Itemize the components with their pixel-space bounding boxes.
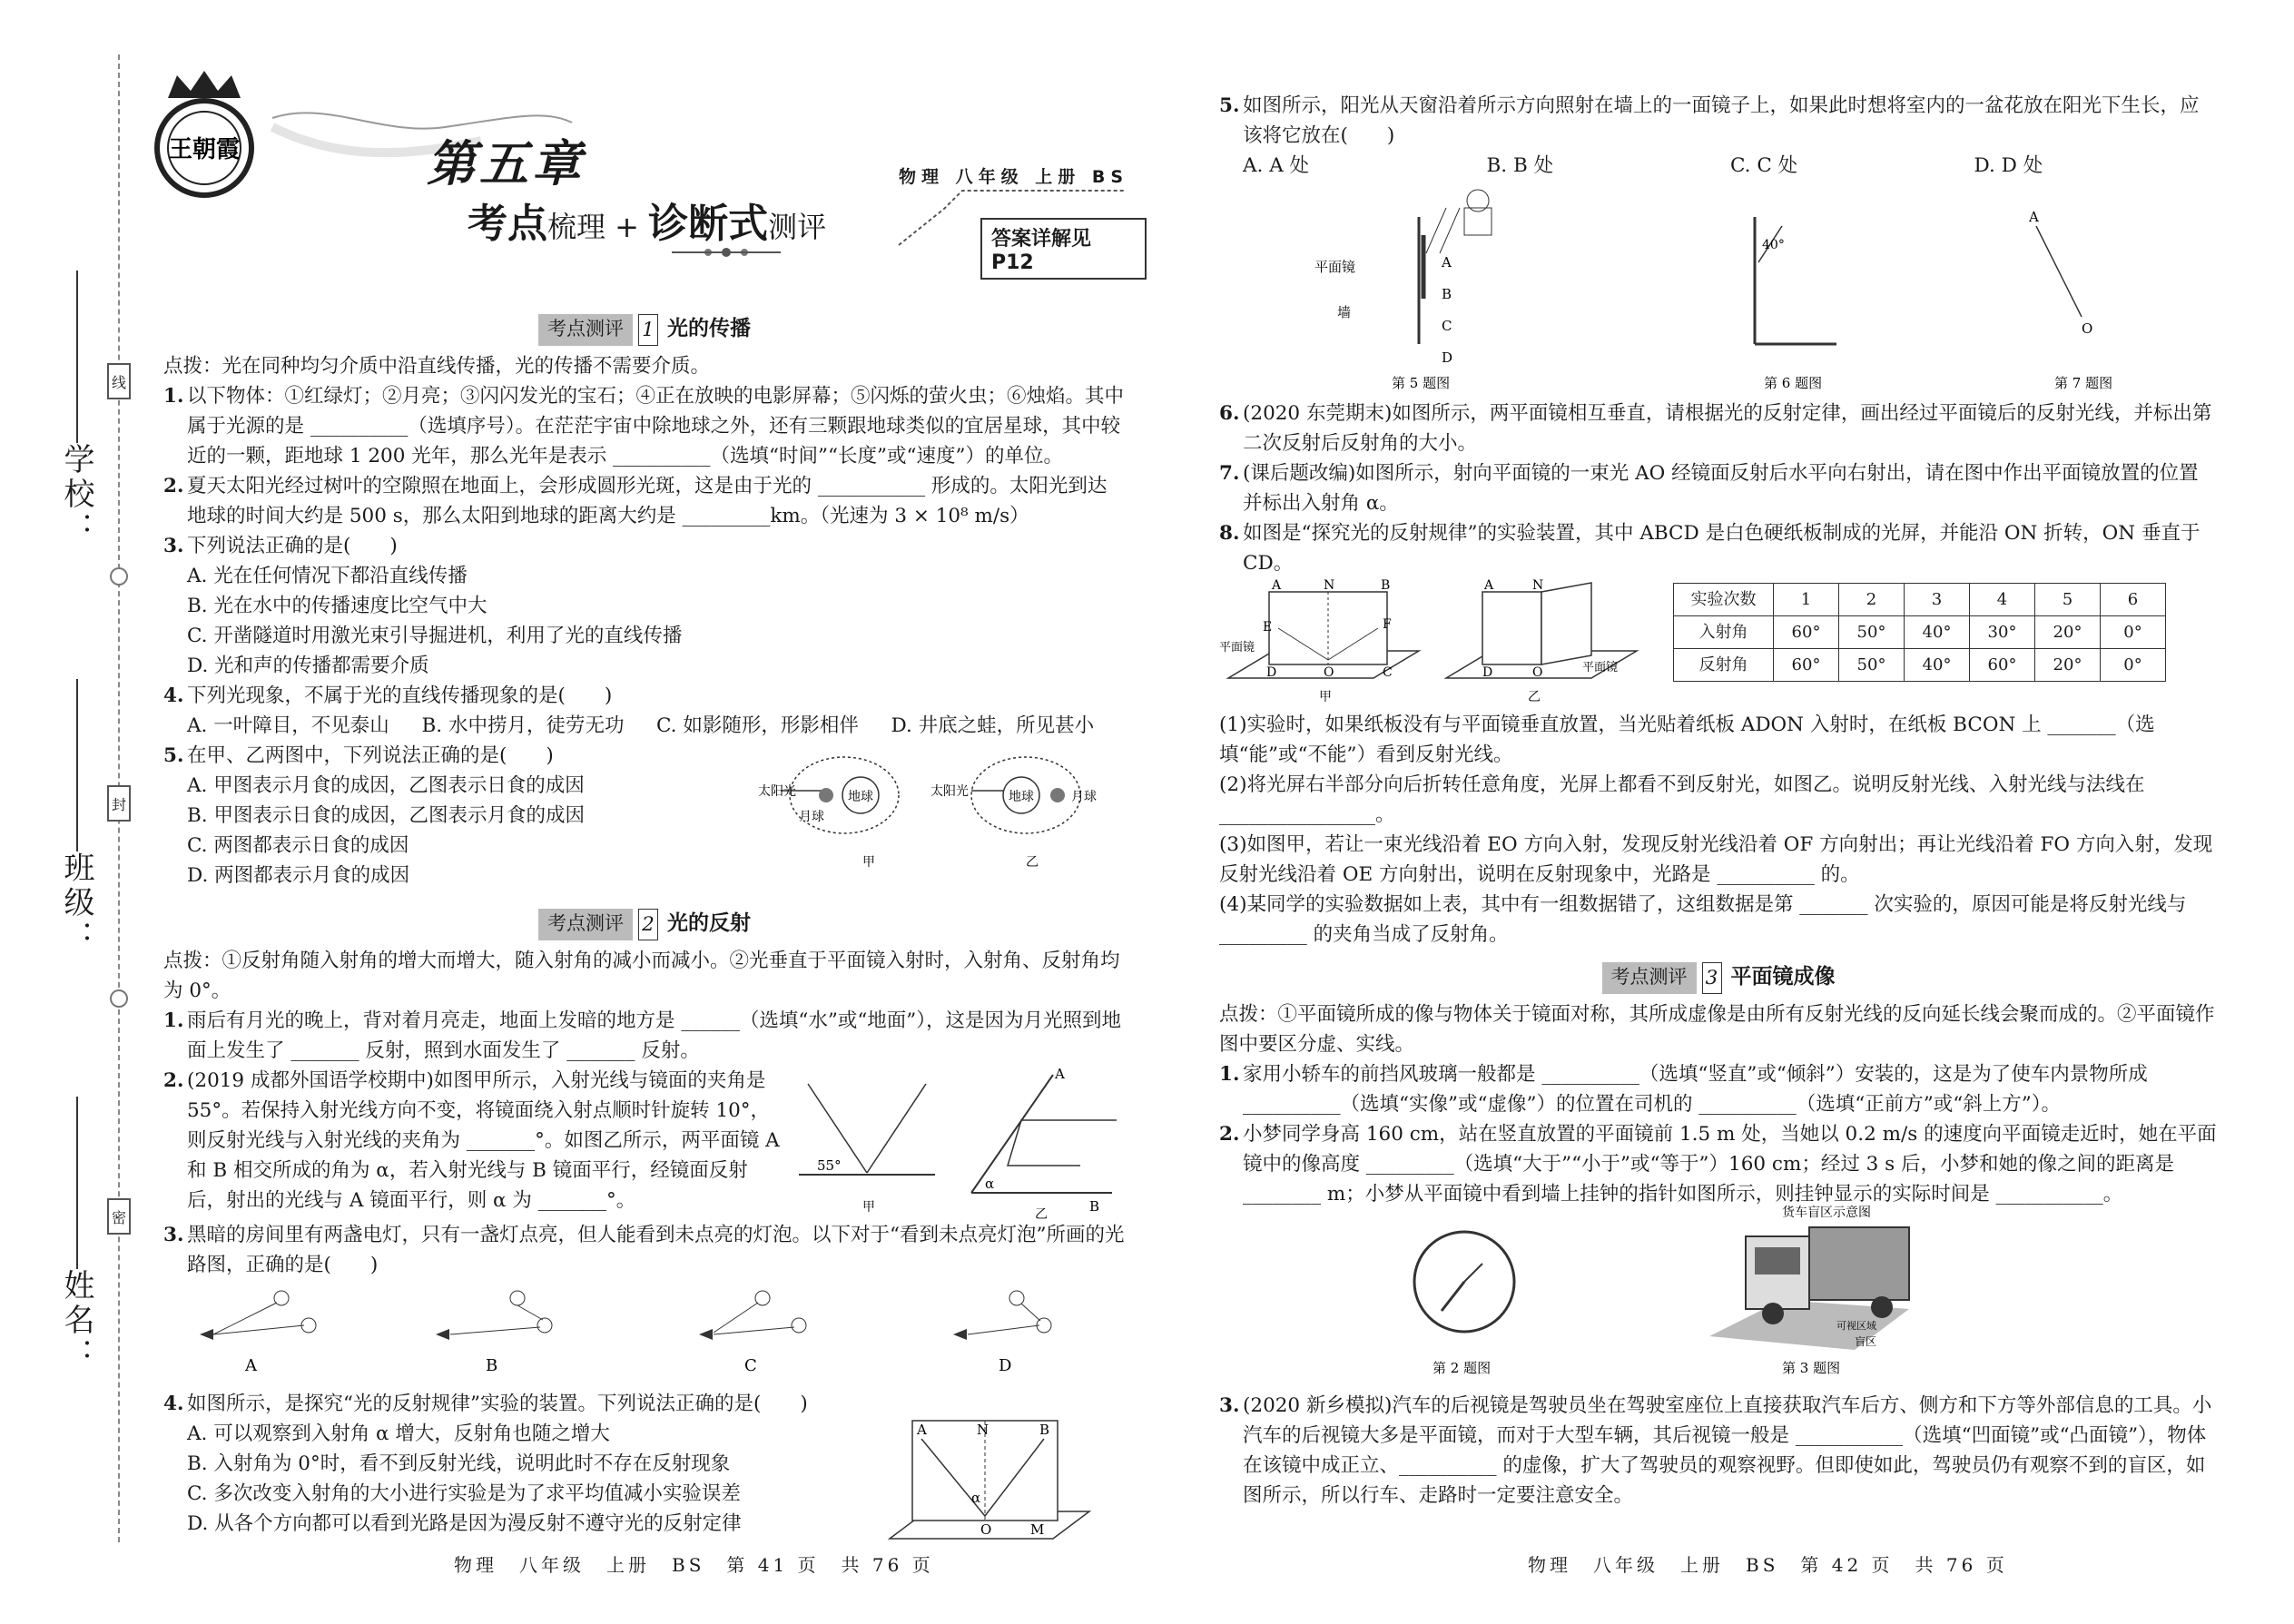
point-label: B — [1039, 1422, 1050, 1438]
brand-logo — [150, 71, 259, 198]
option[interactable]: A. A 处 — [1243, 154, 1310, 177]
clock-figure — [1414, 1232, 1514, 1376]
mirror-b-label: B — [1089, 1198, 1100, 1215]
q5-block — [163, 741, 1126, 891]
point-label: A — [2029, 209, 2039, 225]
option[interactable]: B. 水中捞月，徒劳无功 — [421, 714, 625, 737]
choice-label: A — [245, 1356, 257, 1375]
option[interactable]: B. 甲图表示日食的成因，乙图表示月食的成因 — [187, 804, 585, 827]
choice-label: D — [999, 1356, 1012, 1375]
section-header: 考点测评 2 光的反射 — [163, 909, 1126, 940]
angle-label: 40° — [1762, 238, 1785, 252]
svg-text:E: E — [1263, 620, 1273, 635]
question: 6. (2020 东莞期末)如图所示，两平面镜相互垂直，请根据光的反射定律，画出经过平面镜后的反射光线，并标出第二次反射后反射角的大小。 — [1219, 402, 2212, 455]
fig6 — [1755, 217, 1836, 391]
binding-margin — [0, 0, 154, 1624]
angle-label: 55° — [817, 1157, 842, 1174]
choice-c[interactable] — [699, 1291, 806, 1375]
point-label: O — [980, 1521, 992, 1538]
svg-text:甲: 甲 — [1319, 690, 1332, 704]
question: 2. 夏天太阳光经过树叶的空隙照在地面上，会形成圆形光斑，这是由于光的 ___________ 形成的。太阳光到达地球的时间大约是 500 s，那么太阳到地球的距离大约是 _________km。（光速为 3 × 10⁸ m/s） — [163, 475, 1108, 527]
figure-caption: 第 7 题图 — [2054, 375, 2113, 391]
svg-text:C: C — [1383, 665, 1393, 680]
svg-text:O: O — [1532, 665, 1543, 680]
alpha-label: α — [971, 1490, 981, 1506]
svg-text:N: N — [1532, 578, 1544, 593]
truck-figure — [1709, 1205, 1909, 1376]
data-table — [1673, 583, 2166, 682]
option[interactable]: A. 可以观察到入射角 α 增大，反射角也随之增大 — [187, 1422, 610, 1445]
q8-part: (2)将光屏右半部分向后折转任意角度，光屏上都看不到反射光，如图乙。说明反射光线、入射光线与法线在 ________________。 — [1219, 773, 2145, 826]
table-row: 反射角 60° 50° 40° 60° 20° 0° — [1674, 649, 2166, 682]
figure-caption: 第 3 题图 — [1782, 1360, 1841, 1376]
figure-caption: 第 2 题图 — [1433, 1360, 1492, 1376]
table-row: 入射角 60° 50° 40° 30° 20° 0° — [1674, 616, 2166, 649]
choice-a[interactable] — [200, 1291, 316, 1375]
school-field[interactable]: 学校： — [54, 263, 99, 546]
point-label: A — [917, 1422, 927, 1438]
question: 5. 如图所示，阳光从天窗沿着所示方向照射在墙上的一面镜子上，如果此时想将室内的一盆花放在阳光下生长，应该将它放在( ) — [1219, 94, 2200, 147]
table-row: 实验次数 1 2 3 4 5 6 — [1674, 584, 2166, 616]
knot-icon — [110, 989, 128, 1008]
earth-label: 地球 — [848, 790, 873, 804]
svg-text:乙: 乙 — [1528, 690, 1541, 704]
figure-caption: 第 6 题图 — [1764, 375, 1823, 391]
chapter-title: 第五章 — [427, 135, 585, 192]
option[interactable]: A. 光在任何情况下都沿直线传播 — [187, 565, 468, 587]
mirror-label: 平面镜 — [1314, 259, 1356, 275]
svg-text:F: F — [1383, 617, 1392, 632]
option[interactable]: A. 甲图表示月食的成因，乙图表示日食的成因 — [187, 774, 585, 797]
option[interactable]: A. 一叶障目，不见泰山 — [187, 714, 389, 737]
eclipse-figure — [758, 759, 1126, 872]
seal-mark: 封 — [107, 785, 131, 822]
svg-text:N: N — [1324, 578, 1335, 593]
section-tip: 点拨：①反射角随入射角的增大而增大，随入射角的减小而减小。②光垂直于平面镜入射时，入射角、反射角均为 0°。 — [163, 950, 1120, 1002]
section-tip: 点拨：光在同种均匀介质中沿直线传播，光的传播不需要介质。 — [163, 355, 711, 378]
option[interactable]: C. C 处 — [1730, 154, 1798, 177]
option[interactable]: D. 井底之蛙，所见甚小 — [891, 714, 1095, 737]
sun-label: 太阳光 — [930, 784, 969, 799]
point-label: C — [1442, 318, 1452, 334]
question: 8. 如图是“探究光的反射规律”的实验装置，其中 ABCD 是白色硬纸板制成的光屏，并能沿 ON 折转，ON 垂直于 CD。 — [1219, 522, 2200, 575]
figure-caption: 第 5 题图 — [1392, 375, 1451, 391]
option-row — [163, 711, 1126, 741]
option[interactable]: B. 入射角为 0°时，看不到反射光线，说明此时不存在反射现象 — [187, 1452, 731, 1475]
sun-label: 太阳光 — [758, 784, 796, 799]
svg-text:平面镜: 平面镜 — [1219, 641, 1255, 655]
question: 4. 下列光现象，不属于光的直线传播现象的是( ) — [163, 684, 613, 707]
choice-b[interactable] — [436, 1291, 552, 1375]
question: 1. 雨后有月光的晚上，背对着月亮走，地面上发暗的地方是 ______（选填“水”或“地面”），这是因为月光照到地面上发生了 _______ 反射，照到水面发生了 _______ 反射。 — [163, 1009, 1122, 1062]
wall-label: 墙 — [1337, 304, 1352, 320]
section-header: 考点测评 3 平面镜成像 — [1219, 962, 2218, 994]
figure-caption: 甲 — [862, 855, 875, 870]
s2q2-block — [163, 1066, 1126, 1220]
zone-label: 盲区 — [1855, 1335, 1877, 1348]
class-field[interactable]: 班级： — [54, 672, 99, 955]
lamp-choices-figure — [163, 1280, 1126, 1380]
figure-caption: 乙 — [1026, 855, 1039, 870]
section-tip: 点拨：①平面镜所成的像与物体关于镜面对称，其所成虚像是由所有反射光线的反向延长线会聚而成的。②平面镜作图中要区分虚、实线。 — [1219, 1003, 2215, 1056]
q8-part: (3)如图甲，若让一束光线沿着 EO 方向入射，发现反射光线沿着 OF 方向射出；再让光线沿着 FO 方向入射，发现反射光线沿着 OE 方向射出，说明在反射现象中，光路是 __________ 的。 — [1219, 833, 2213, 886]
fig5 — [1314, 190, 1492, 391]
right-page — [1147, 0, 2294, 1624]
option[interactable]: C. 如影随形，形影相伴 — [656, 714, 859, 737]
point-label: A — [1442, 254, 1452, 271]
moon-label: 月球 — [799, 810, 824, 824]
point-label: O — [2082, 320, 2093, 337]
option[interactable]: C. 开凿隧道时用激光束引导掘进机，利用了光的直线传播 — [187, 625, 683, 647]
option[interactable]: D. 从各个方向都可以看到光路是因为漫反射不遵守光的反射定律 — [187, 1512, 742, 1535]
question: 3. (2020 新乡模拟)汽车的后视镜是驾驶员坐在驾驶室座位上直接获取汽车后方、侧方和下方等外部信息的工具。小汽车的后视镜大多是平面镜，而对于大型车辆，其后视镜一般是 ___________（选填“凹面镜”或“凸面镜”），物体在该镜中成正立、__________ 的虚像，扩大了驾驶员的观察视野。但即使如此，驾驶员仍有观察不到的盲区，如图所示，所以行车、走路时一定要注意安全。 — [1219, 1394, 2212, 1507]
book-meta: 物理 八年级 上册 BS — [899, 167, 1129, 187]
point-label: N — [977, 1422, 989, 1438]
question: 3. 黑暗的房间里有两盏电灯，只有一盏灯点亮，但人能看到未点亮的灯泡。以下对于“看到未点亮灯泡”所画的光路图，正确的是( ) — [163, 1224, 1125, 1276]
svg-text:A: A — [1484, 578, 1494, 593]
zone-label: 可视区域 — [1836, 1320, 1876, 1332]
left-column — [163, 309, 1126, 1543]
earth-label: 地球 — [1009, 790, 1034, 804]
choice-label: B — [486, 1356, 498, 1375]
svg-text:D: D — [1482, 665, 1493, 680]
svg-text:D: D — [1266, 665, 1277, 680]
svg-text:A: A — [1272, 578, 1282, 593]
svg-text:平面镜: 平面镜 — [1582, 661, 1619, 674]
page-footer: 物理 八年级 上册 BS 第 41 页 共 76 页 — [454, 1554, 934, 1576]
logo-text: 王朝霞 — [168, 136, 241, 163]
figure-caption: 甲 — [862, 1200, 875, 1215]
name-field[interactable]: 姓名： — [54, 1089, 99, 1373]
s2q4-block — [163, 1389, 1126, 1543]
option[interactable]: B. B 处 — [1486, 154, 1554, 177]
moon-label: 月球 — [1071, 790, 1097, 804]
seal-mark: 线 — [107, 363, 131, 399]
question: 1. 以下物体：①红绿灯；②月亮；③闪闪发光的宝石；④正在放映的电影屏幕；⑤闪烁的萤火虫；⑥烛焰。其中属于光源的是 __________（选填序号）。在茫茫宇宙中除地球之外，还有三颗跟地球类似的宜居星球，其中较近的一颗，距地球 1 200 光年，那么光年是表示 __________（选填“时间”“长度”或“速度”）的单位。 — [163, 385, 1125, 468]
svg-text:B: B — [1381, 578, 1391, 593]
point-label: M — [1030, 1521, 1045, 1538]
s3-figures — [1219, 1206, 2218, 1382]
q8-figure-row — [1219, 578, 2218, 710]
q8-part: (4)某同学的实验数据如上表，其中有一组数据错了，这组数据是第 _______ 次实验的，原因可能是将反射光线与 _________ 的夹角当成了反射角。 — [1219, 893, 2187, 946]
figure-caption: 乙 — [1035, 1207, 1048, 1222]
point-label: B — [1442, 286, 1452, 302]
option[interactable]: B. 光在水中的传播速度比空气中大 — [187, 595, 487, 617]
page-footer: 物理 八年级 上册 BS 第 42 页 共 76 页 — [1528, 1554, 2008, 1576]
question: 7. (课后题改编)如图所示，射向平面镜的一束光 AO 经镜面反射后水平向右射出，请在图中作出平面镜放置的位置并标出入射角 α。 — [1219, 462, 2199, 515]
seal-mark: 密 — [107, 1198, 131, 1235]
option[interactable]: D. D 处 — [1974, 154, 2043, 177]
reflection-figure — [790, 1066, 1126, 1220]
alpha-label: α — [985, 1176, 995, 1192]
question: 4. 如图所示，是探究“光的反射规律”实验的装置。下列说法正确的是( ) — [163, 1393, 808, 1415]
question: 5. 在甲、乙两图中，下列说法正确的是( ) — [163, 744, 554, 767]
right-column — [1219, 91, 2218, 1511]
point-label: D — [1442, 349, 1453, 366]
question: 2. 小梦同学身高 160 cm，站在竖直放置的平面镜前 1.5 m 处，当她以 0.2 m/s 的速度向平面镜走近时，她在平面镜中的像高度 _________（选填“大于”“小于”或“等于”）160 cm；经过 3 s 后，小梦和她的像之间的距离是 ________ m；小梦从平面镜中看到墙上挂钟的指针如图所示，则挂钟显示的实际时间是 ___________。 — [1219, 1123, 2217, 1206]
q5-q7-figures — [1219, 181, 2218, 389]
knot-icon — [110, 567, 128, 586]
question: 1. 家用小轿车的前挡风玻璃一般都是 __________（选填“竖直”或“倾斜”）安装的，这是为了使车内景物所成 __________（选填“实像”或“虚像”）的位置在司机的 __________（选填“正前方”或“斜上方”）。 — [1219, 1063, 2148, 1116]
fig7 — [2028, 209, 2112, 391]
choice-label: C — [744, 1356, 757, 1375]
choice-d[interactable] — [953, 1291, 1051, 1375]
mirror-a-label: A — [1055, 1066, 1065, 1082]
page-subtitle: 考点梳理 + 诊断式测评 — [468, 201, 827, 247]
answer-reference: 答案详解见 P12 — [980, 218, 1147, 280]
option[interactable]: D. 光和声的传播都需要介质 — [187, 655, 429, 677]
question: 2. (2019 成都外国语学校期中)如图甲所示，入射光线与镜面的夹角是 55°。若保持入射光线方向不变，将镜面绕入射点顺时针旋转 10°，则反射光线与入射光线的夹角为 _______°。如图乙所示，两平面镜 A 和 B 相交所成的角为 α，若入射光线与 B 镜面平行，经镜面反射后，射出的光线与 A 镜面平行，则 α 为 _______°。 — [163, 1069, 780, 1212]
section-header: 考点测评 1 光的传播 — [163, 314, 1126, 346]
option-row — [1219, 151, 2218, 181]
question: 3. 下列说法正确的是( ) — [163, 535, 398, 557]
figure-title: 货车盲区示意图 — [1782, 1206, 1871, 1220]
option[interactable]: D. 两图都表示月食的成因 — [187, 864, 410, 887]
q8-part: (1)实验时，如果纸板没有与平面镜垂直放置，当光贴着纸板 ADON 入射时，在纸板 BCON 上 _______（选填“能”或“不能”）看到反射光线。 — [1219, 714, 2155, 766]
q8-figure — [1219, 578, 1655, 705]
reflection-apparatus-figure — [890, 1407, 1098, 1548]
svg-text:O: O — [1324, 665, 1334, 680]
option[interactable]: C. 两图都表示日食的成因 — [187, 834, 409, 857]
option[interactable]: C. 多次改变入射角的大小进行实验是为了求平均值减小实验误差 — [187, 1482, 741, 1505]
